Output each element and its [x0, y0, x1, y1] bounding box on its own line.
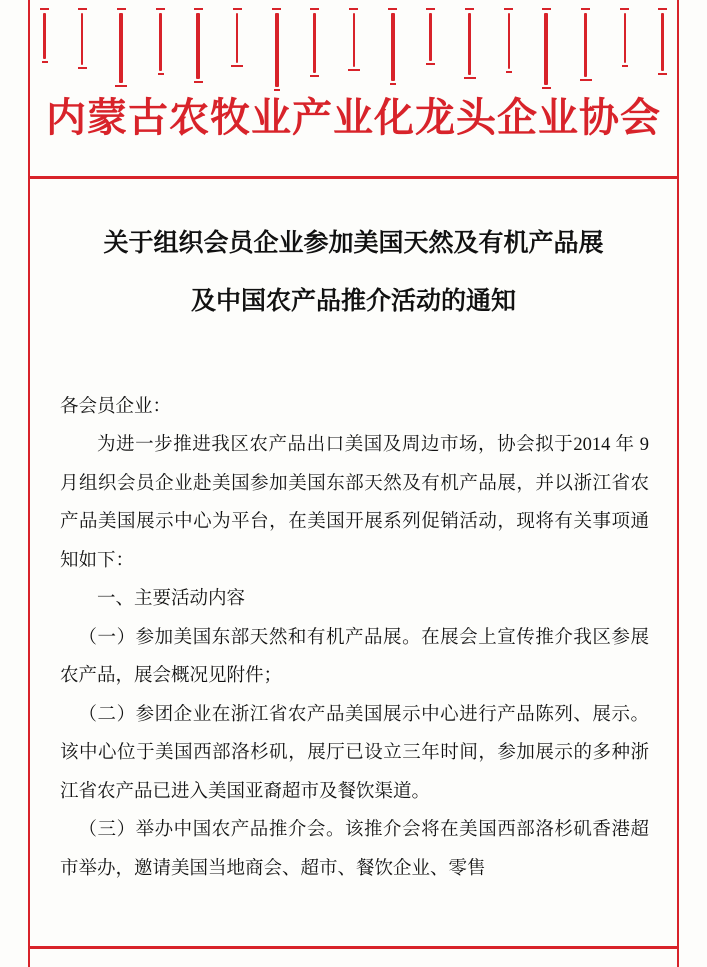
- mongolian-tail-mark: [231, 65, 243, 67]
- body-paragraph: （三）举办中国农产品推介会。该推介会将在美国西部洛杉矶香港超市举办，邀请美国当地商会、超市、餐饮企业、零售: [60, 820, 649, 879]
- organization-title: 内蒙古农牧业产业化龙头企业协会: [46, 94, 661, 141]
- left-margin-rule: [28, 0, 30, 967]
- mongolian-stem: [119, 13, 123, 83]
- mongolian-tail-mark: [310, 75, 319, 77]
- mongolian-head-mark: [581, 8, 590, 10]
- mongolian-tail-mark: [464, 77, 476, 79]
- right-margin-rule: [677, 0, 679, 967]
- mongolian-stem: [159, 13, 162, 71]
- mongolian-tail-mark: [78, 67, 87, 69]
- mongolian-stem: [544, 13, 548, 85]
- body-paragraph: 一、主要活动内容: [97, 589, 246, 610]
- mongolian-head-mark: [542, 8, 551, 10]
- mongolian-stem: [429, 13, 432, 61]
- mongolian-tail-mark: [580, 79, 592, 81]
- mongolian-head-mark: [40, 8, 49, 10]
- body-paragraph: （一）参加美国东部天然和有机产品展。在展会上宣传推介我区参展农产品，展会概况见附件；: [60, 627, 649, 687]
- document-title-line-2: 及中国农产品推介活动的通知: [190, 285, 516, 315]
- mongolian-head-mark: [156, 8, 165, 10]
- mongolian-tail-mark: [506, 71, 512, 73]
- mongolian-stem: [313, 13, 316, 73]
- mongolian-word: [310, 8, 319, 80]
- mongolian-stem: [508, 13, 510, 69]
- document-body: [60, 388, 649, 888]
- mongolian-word: [620, 8, 629, 70]
- mongolian-stem: [275, 13, 279, 87]
- mongolian-tail-mark: [426, 63, 435, 65]
- mongolian-word: [658, 8, 667, 78]
- mongolian-word: [464, 8, 476, 82]
- mongolian-word: [156, 8, 165, 78]
- mongolian-head-mark: [504, 8, 513, 10]
- mongolian-stem: [196, 13, 200, 79]
- mongolian-head-mark: [78, 8, 87, 10]
- footer-divider: [28, 946, 679, 949]
- mongolian-head-mark: [426, 8, 435, 10]
- mongolian-head-mark: [620, 8, 629, 10]
- mongolian-head-mark: [349, 8, 358, 10]
- mongolian-word: [40, 8, 49, 66]
- mongolian-tail-mark: [115, 85, 127, 87]
- header-divider: [28, 176, 679, 179]
- mongolian-head-mark: [658, 8, 667, 10]
- mongolian-word: [348, 8, 360, 74]
- mongolian-head-mark: [272, 8, 281, 10]
- mongolian-head-mark: [233, 8, 242, 10]
- mongolian-head-mark: [117, 8, 126, 10]
- mongolian-head-mark: [310, 8, 319, 10]
- mongolian-head-mark: [194, 8, 203, 10]
- mongolian-tail-mark: [42, 61, 48, 63]
- mongolian-word: [542, 8, 551, 92]
- salutation: 各会员企业：: [60, 397, 172, 417]
- mongolian-word: [231, 8, 243, 70]
- document-title-line-1: 关于组织会员企业参加美国天然及有机产品展: [103, 228, 604, 257]
- mongolian-tail-mark: [274, 89, 280, 91]
- mongolian-word: [580, 8, 592, 84]
- mongolian-head-mark: [388, 8, 397, 10]
- mongolian-tail-mark: [194, 81, 203, 83]
- mongolian-stem: [661, 13, 664, 71]
- body-paragraph: （二）参团企业在浙江省农产品美国展示中心进行产品陈列、展示。该中心位于美国西部洛杉矶，展厅已设立三年时间，参加展示的多种浙江省农产品已进入美国亚裔超市及餐饮渠道。: [60, 704, 649, 802]
- mongolian-stem: [391, 13, 395, 81]
- mongolian-head-mark: [465, 8, 474, 10]
- mongolian-word: [115, 8, 127, 90]
- mongolian-word: [78, 8, 87, 72]
- mongolian-tail-mark: [158, 73, 164, 75]
- mongolian-stem: [236, 13, 238, 63]
- mongolian-word: [272, 8, 281, 94]
- mongolian-stem: [584, 13, 587, 77]
- mongolian-tail-mark: [542, 87, 551, 89]
- mongolian-word: [504, 8, 513, 76]
- mongolian-tail-mark: [658, 73, 667, 75]
- mongolian-word: [388, 8, 397, 88]
- mongolian-script-header: [34, 8, 673, 94]
- mongolian-stem: [81, 13, 83, 65]
- mongolian-word: [194, 8, 203, 86]
- mongolian-word: [426, 8, 435, 68]
- mongolian-stem: [353, 13, 355, 67]
- mongolian-tail-mark: [348, 69, 360, 71]
- mongolian-tail-mark: [390, 83, 396, 85]
- mongolian-tail-mark: [622, 65, 628, 67]
- mongolian-stem: [43, 13, 46, 59]
- document-title: [60, 214, 647, 329]
- mongolian-stem: [468, 13, 471, 75]
- mongolian-stem: [624, 13, 626, 63]
- body-paragraph: 为进一步推进我区农产品出口美国及周边市场，协会拟于2014 年 9 月组织会员企业赴美国参加美国东部天然及有机产品展，并以浙江省农产品美国展示中心为平台，在美国开展系列促销活动，现将有关事项通知如下：: [60, 435, 649, 571]
